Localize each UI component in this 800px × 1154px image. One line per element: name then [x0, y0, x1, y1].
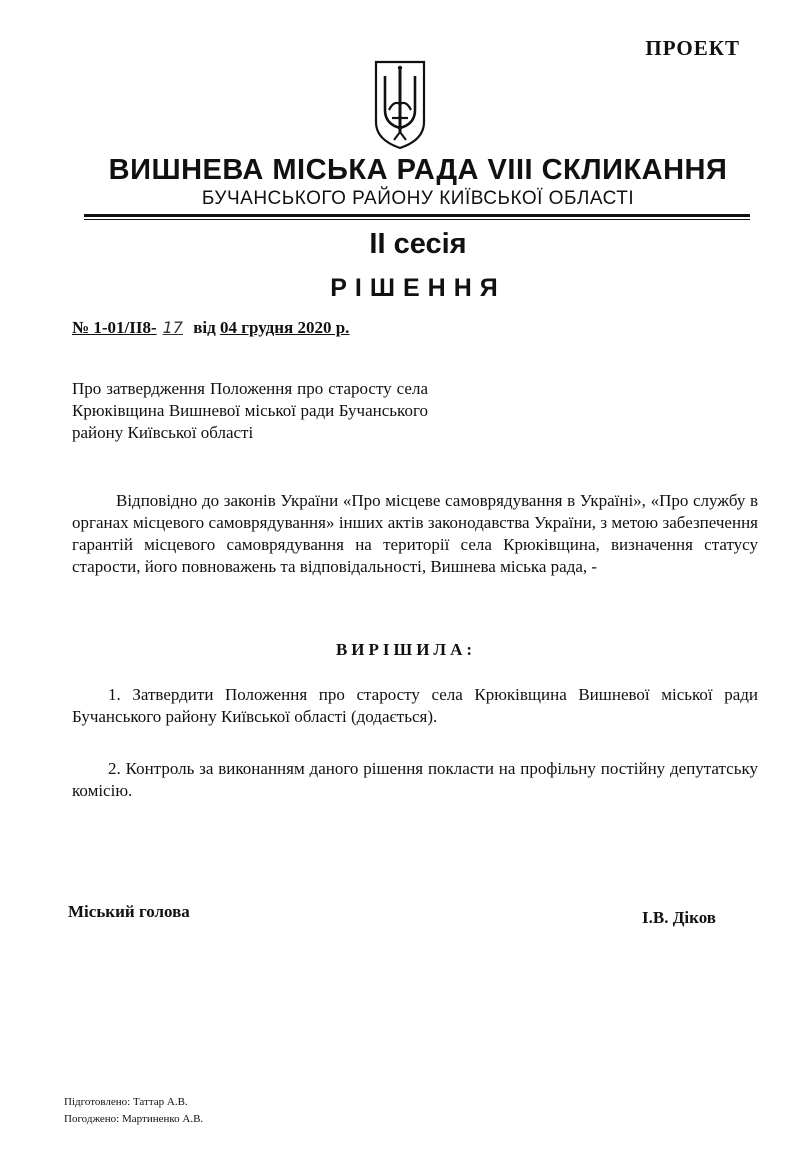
resolution-item-1: 1. Затвердити Положення про старосту села Крюківщина Вишневої міської ради Бучанського району Київської області (додається). — [72, 685, 758, 726]
signatory-title: Міський голова — [68, 902, 190, 921]
resolved-heading: ВИРІШИЛА: — [335, 640, 477, 659]
footer-notes — [64, 1094, 203, 1128]
header-divider — [84, 214, 750, 217]
preamble-paragraph: Відповідно до законів України «Про місцеве самоврядування в Україні», «Про службу в органах місцевого самоврядування» інших актів законодавства України, з метою забезпечення гарантій місцевого самоврядування на території села Крюківщина, визначення статусу старости, його повноважень та відповідальності, Вишнева міська рада, - — [72, 491, 758, 576]
coat-of-arms-icon — [372, 58, 428, 152]
decision-subject: Про затвердження Положення про старосту села Крюківщина Вишневої міської ради Бучанського району Київської області — [72, 379, 428, 442]
resolution-item-2: 2. Контроль за виконанням даного рішення покласти на профільну постійну депутатську комісію. — [72, 759, 758, 800]
date-label: від — [193, 318, 216, 337]
document-date: 04 грудня 2020 р. — [220, 318, 350, 337]
prepared-by: Підготовлено: Таттар А.В. — [64, 1096, 188, 1108]
district-name: БУЧАНСЬКОГО РАЙОНУ КИЇВСЬКОЇ ОБЛАСТІ — [201, 188, 635, 209]
session-title: ІІ сесія — [369, 228, 467, 260]
header-divider-thin — [84, 219, 750, 220]
draft-stamp: ПРОЕКТ — [645, 36, 740, 60]
council-name: ВИШНЕВА МІСЬКА РАДА VIII СКЛИКАННЯ — [108, 154, 728, 186]
decision-title: РІШЕННЯ — [330, 274, 506, 302]
signatory-name: І.В. Діков — [642, 908, 716, 927]
document-number-handwritten: 17 — [162, 318, 183, 337]
agreed-by: Погоджено: Мартиненко А.В. — [64, 1113, 204, 1125]
document-number — [72, 318, 349, 338]
document-number-prefix: № 1-01/ІІ8- — [72, 318, 157, 337]
